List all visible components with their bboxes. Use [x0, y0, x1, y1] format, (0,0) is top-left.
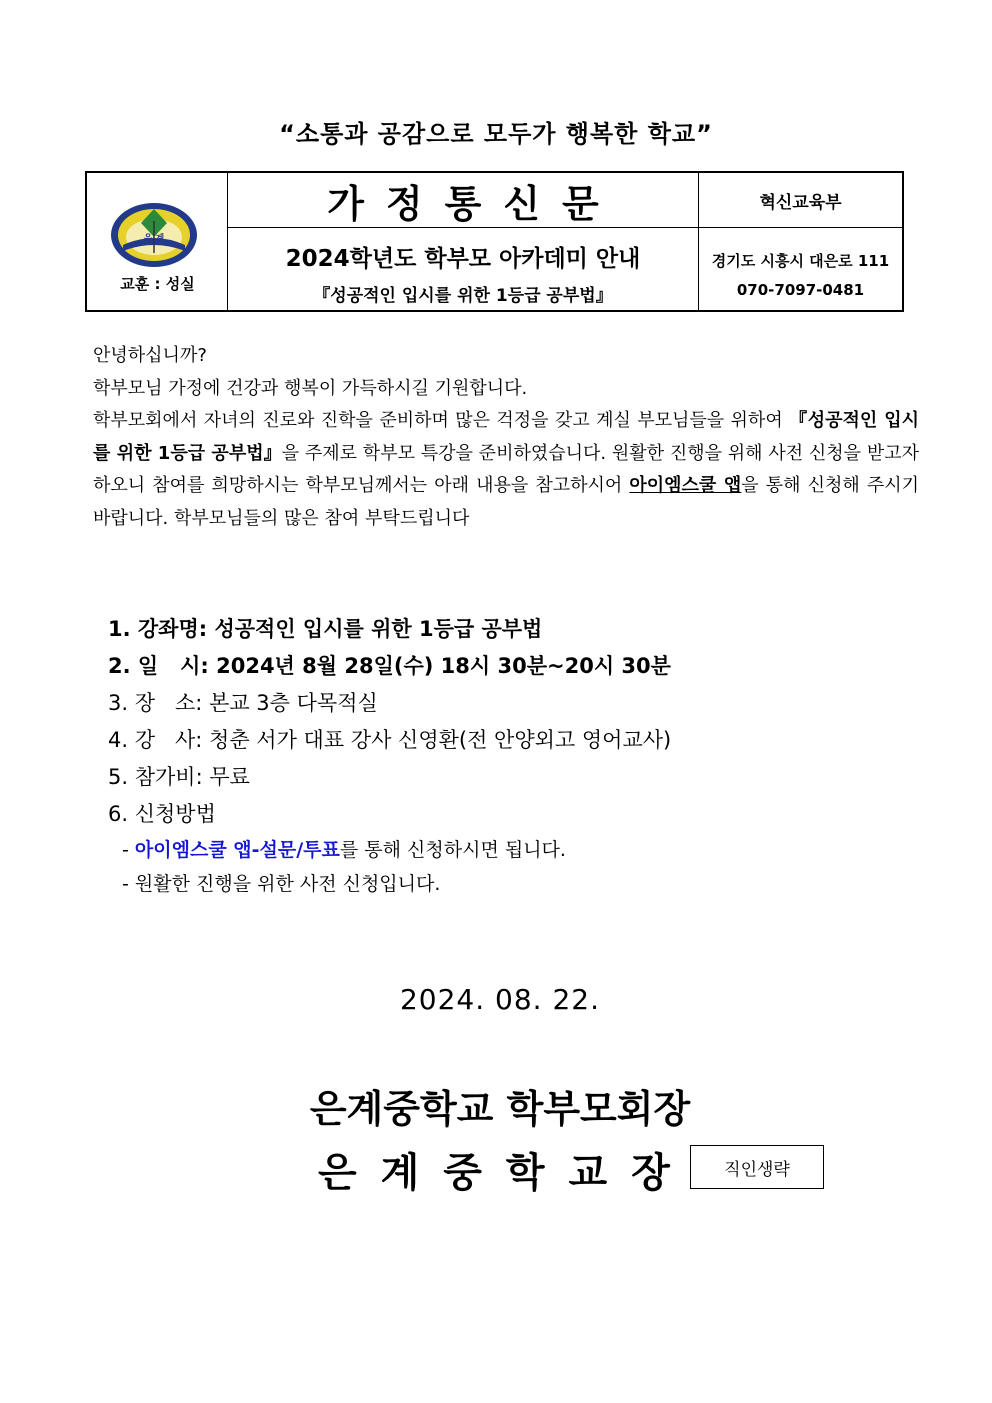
item-application: 6. 신청방법 — [108, 802, 216, 826]
dash: - — [122, 839, 135, 861]
wish-line: 학부모님 가정에 건강과 행복이 가득하시길 기원합니다. — [93, 377, 528, 399]
issue-date: 2024. 08. 22. — [399, 983, 601, 1016]
iamschool-app-mention: 아이엠스쿨 앱 — [629, 475, 742, 496]
lecture-topic: 『성공적인 입시를 위한 1등급 공부법』 — [313, 286, 613, 306]
logo-text: 은 계 — [143, 234, 165, 244]
school-slogan: “소통과 공감으로 모두가 행복한 학교” — [279, 120, 713, 148]
newsletter-title: 가정통신문 — [327, 181, 621, 226]
intro-text — [85, 340, 919, 535]
application-method-rest: 를 통해 신청하시면 됩니다. — [339, 839, 566, 861]
intro-paragraph — [85, 405, 919, 535]
intro-part-1: 학부모회에서 자녀의 진로와 진학을 준비하며 많은 걱정을 갖고 계실 부모님들을 위하여 — [93, 410, 790, 431]
intro-part-2: 을 주제로 학부모 특강을 준비하였습니다. 원활한 진행을 위해 사전 신청을 받고자 하오니 참여를 희망하시는 학부모님께서는 아래 내용을 참고하시어 — [93, 442, 919, 496]
subtitle-cell — [228, 228, 699, 310]
iamschool-survey-link[interactable]: 아이엠스쿨 앱-설문/투표 — [134, 839, 340, 861]
logo-cell — [87, 173, 228, 310]
department: 혁신교육부 — [699, 173, 902, 228]
item-datetime: 2. 일 시: 2024년 8월 28일(수) 18시 30분~20시 30분 — [108, 654, 671, 678]
school-phone: 070-7097-0481 — [736, 281, 865, 299]
pta-president: 은계중학교 학부모회장 — [309, 1087, 691, 1131]
contact-cell — [699, 228, 902, 310]
event-details — [108, 611, 908, 901]
intro-topic: 『성공적인 입시를 위한 1등급 공부법』 — [93, 410, 919, 464]
newsletter-header — [85, 171, 904, 312]
school-address: 경기도 시흥시 대은로 111 — [711, 252, 890, 270]
school-emblem-icon — [109, 201, 199, 271]
seal-omitted-box: 직인생략 — [690, 1145, 824, 1189]
item-lecture-name: 1. 강좌명: 성공적인 입시를 위한 1등급 공부법 — [108, 617, 543, 641]
item-location: 3. 장 소: 본교 3층 다목적실 — [108, 691, 378, 715]
subtitle: 2024학년도 학부모 아카데미 안내 — [285, 246, 641, 272]
item-speaker: 4. 강 사: 청춘 서가 대표 강사 신영환(전 안양외고 영어교사) — [108, 728, 672, 752]
school-motto: 교훈 : 성실 — [120, 275, 195, 293]
intro-part-3: 을 통해 신청해 주시기 바랍니다. 학부모님들의 많은 참여 부탁드립니다 — [93, 475, 919, 529]
principal-signature: 은계중학교장 — [318, 1150, 694, 1196]
item-fee: 5. 참가비: 무료 — [108, 765, 250, 789]
title-cell — [228, 173, 699, 228]
greeting: 안녕하십니까? — [93, 345, 207, 366]
application-note: - 원활한 진행을 위한 사전 신청입니다. — [122, 873, 441, 895]
application-method — [108, 833, 908, 867]
